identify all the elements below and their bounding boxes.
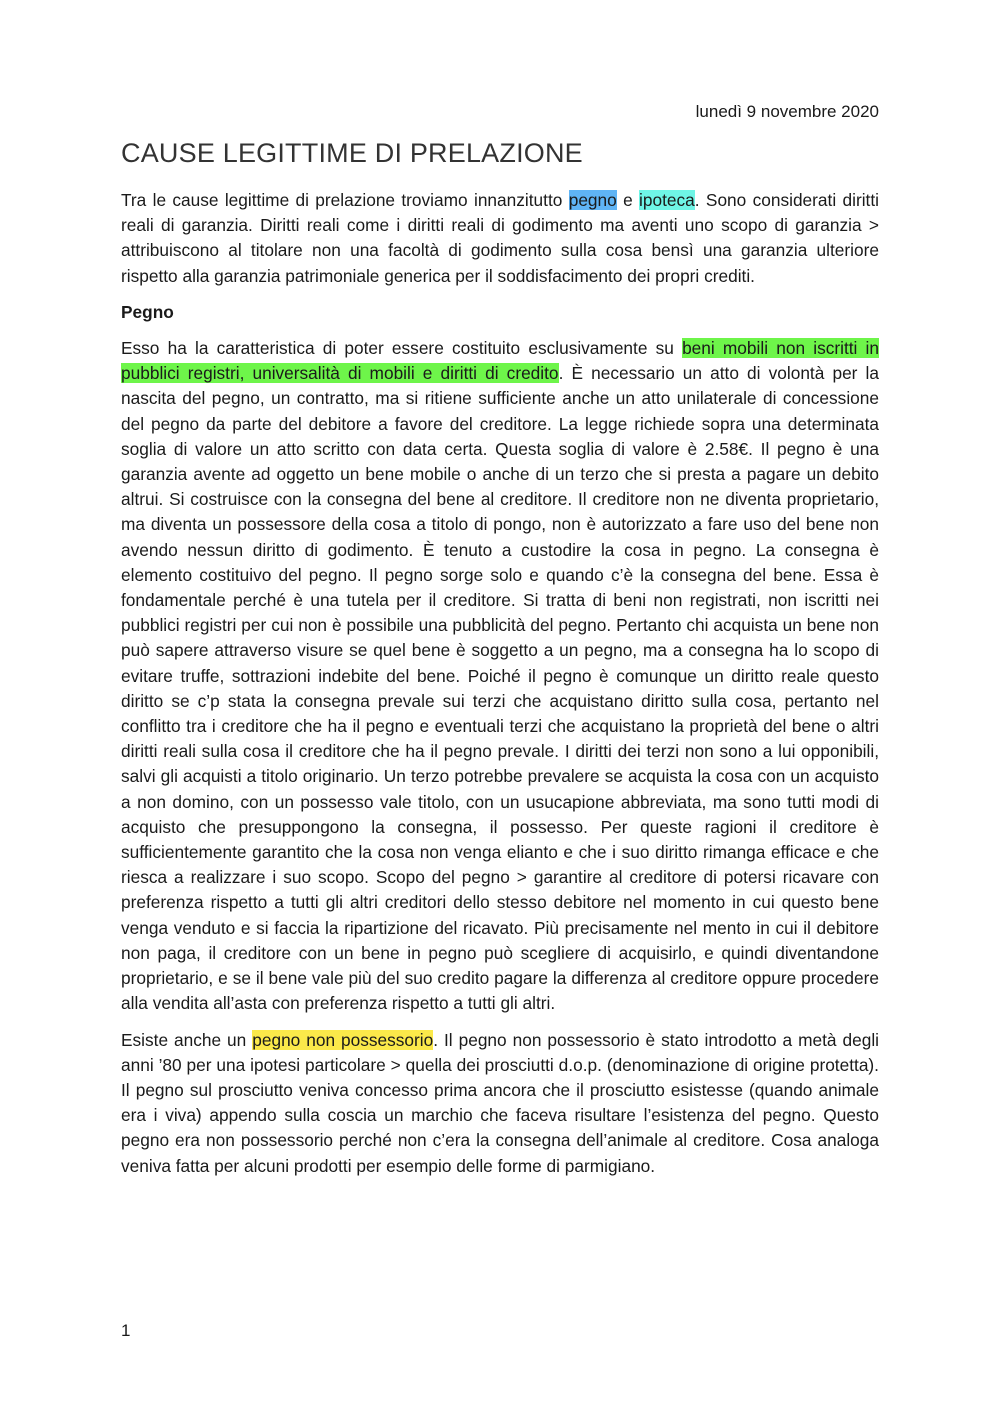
document-date: lunedì 9 novembre 2020 [695,102,879,121]
highlight-pegno-non-possessorio: pegno non possessorio [252,1029,434,1050]
highlight-beni-mobili: beni mobili non iscritti in pubblici registri, universalità di mobili e diritti di credito [121,338,880,384]
pegno-text-2: . È necessario un atto di volontà per la nascita del pegno, un contratto, ma si ritiene sufficiente anche un atto unilaterale di concessione del pegno da parte del debitore a favore del creditore. La legge richiede sopra una determinata soglia di valore un atto scritto con data certa. Questa soglia di valore è 2.58€. Il pegno è una garanzia avente ad oggetto un bene mobile o anche di un terzo che si presta a pagare un debito altrui. Si costruisce con la consegna del bene al creditore. Il creditore non ne diventa proprietario, ma diventa un possessore della cosa a titolo di pongo, non è autorizzato a fare uso del bene non avendo nessun diritto di godimento. È tenuto a custodire la cosa in pegno. La consegna è elemento costituivo del pegno. Il pegno sorge solo e quando c’è la consegna del bene. Essa è fondamentale perché è una tutela per il creditore. Si tratta di beni non registrati, non iscritti nei pubblici registri per cui non è possibile una pubblicità del pegno. Pertanto chi acquista un bene non può sapere attraverso visure se quel bene è soggetto a un pegno, ma a consegna ha lo scopo di evitare truffe, sottrazioni indebite del bene. Poiché il pegno è comunque un diritto reale questo diritto se c’p stata la consegna prevale sui terzi che acquistano diritto sulla cosa, pertanto nel conflitto tra i creditore che ha il pegno e eventuali terzi che acquistano la proprietà del bene o altri diritti reali sulla cosa il creditore che ha il pegno prevale. I diritti dei terzi non sono a lui opponibili, salvi gli acquisti a titolo originario. Un terzo potrebbe prevalere se acquista la cosa con un acquisto a non domino, con un possesso vale titolo, con un usucapione abbreviata, ma sono tutti modi di acquisto che presuppongono la consegna, il possesso. Per queste ragioni il creditore è sufficientemente garantito che la cosa non venga elianto e che i suo diritto rimanga efficace e che riesca a realizzare i suo scopo. Scopo del pegno > garantire al creditore di potersi ricavare con preferenza rispetto a tutti gli altri creditori dello stesso debitore nel momento in cui questo bene venga venduto e si faccia la ripartizione del ricavato. Più precisamente nel mento in cui il debitore non paga, il creditore con un bene in pegno può scegliere di acquisirlo, e quindi diventandone proprietario, e se il bene vale più del suo credito pagare la differenza al creditore oppure procedere alla vendita all’asta con preferenza rispetto a tutti gli altri. [121,363,879,1014]
intro-paragraph [121,188,879,289]
pegno-paragraph [121,336,879,1016]
intro-text-1: Tra le cause legittime di prelazione troviamo innanzitutto [121,190,569,210]
section-heading-pegno: Pegno [121,301,174,322]
document-title: CAUSE LEGITTIME DI PRELAZIONE [121,138,583,168]
pegno-text-1: Esso ha la caratteristica di poter essere costituito esclusivamente su [121,338,683,359]
non-possessorio-paragraph [121,1028,879,1179]
highlight-ipoteca: ipoteca [639,190,695,210]
document-body [121,188,879,1190]
page-number: 1 [121,1321,131,1340]
highlight-pegno: pegno [568,190,617,210]
intro-text-3: . Sono considerati diritti reali di garanzia. Diritti reali come i diritti reali di godimento ma aventi uno scopo di garanzia > attribuiscono al titolare non una facoltà di godimento sulla cosa bensì una garanzia ulteriore rispetto alla garanzia patrimoniale generica per il soddisfacimento dei propri crediti. [121,190,879,286]
intro-text-2: e [616,190,640,210]
non-possessorio-text-1: Esiste anche un [121,1029,253,1050]
non-possessorio-text-2: . Il pegno non possessorio è stato introdotto a metà degli anni ’80 per una ipotesi particolare > quella dei prosciutti d.o.p. (denominazione di origine protetta). Il pegno sul prosciutto veniva concesso prima ancora che il prosciutto esistesse (quando animale era i viva) appendo sulla coscia un marchio che faceva risultare l’esistenza del pegno. Questo pegno era non possessorio perché non c’era la consegna dell’animale al creditore. Cosa analoga veniva fatta per alcuni prodotti per esempio delle forme di parmigiano. [121,1029,879,1176]
